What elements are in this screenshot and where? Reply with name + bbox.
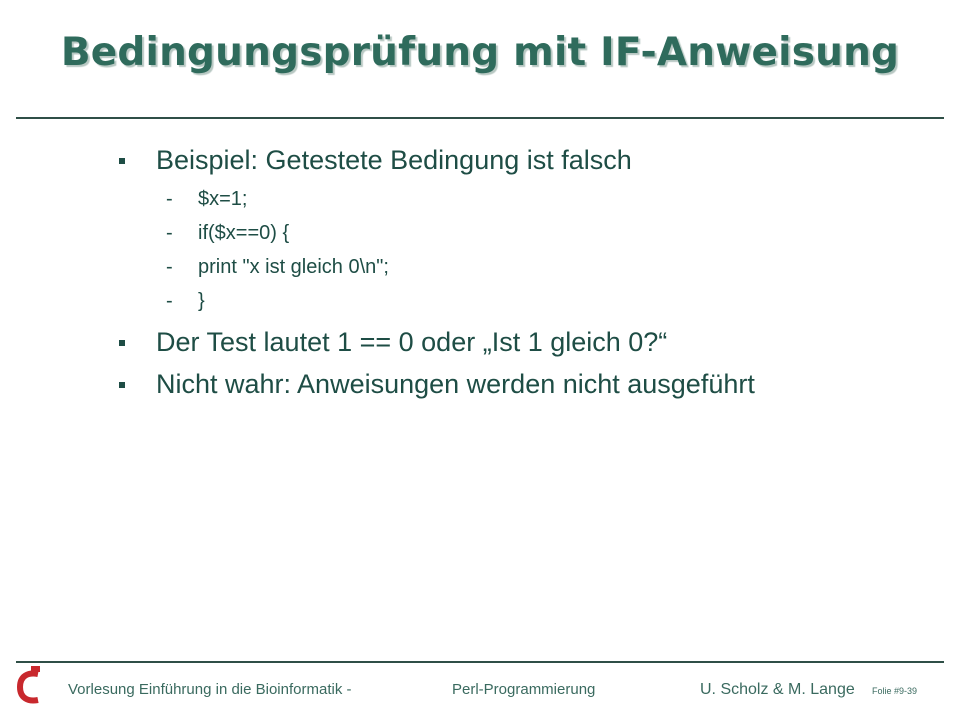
footer-lecture-name: Vorlesung Einführung in die Bioinformatik - — [68, 681, 352, 698]
code-line: if($x==0) { — [198, 222, 290, 244]
square-bullet-icon — [119, 382, 125, 388]
footer-divider — [16, 661, 944, 663]
bullet-item — [118, 368, 898, 400]
dash-bullet-icon: - — [166, 290, 173, 312]
sub-bullet-item — [118, 250, 898, 284]
sub-bullet-item — [118, 182, 898, 216]
sub-bullet-item — [118, 216, 898, 250]
code-line: $x=1; — [198, 188, 248, 210]
sub-bullet-item — [118, 284, 898, 318]
code-example-list — [118, 182, 898, 318]
dash-bullet-icon: - — [166, 188, 173, 210]
title-divider — [16, 117, 944, 119]
footer-slide-number: Folie #9-39 — [872, 686, 918, 696]
red-c-logo-icon — [14, 664, 44, 710]
footer-authors: U. Scholz & M. Lange — [700, 681, 855, 698]
square-bullet-icon — [119, 340, 125, 346]
code-line: print "x ist gleich 0\n"; — [198, 256, 389, 278]
footer-topic: Perl-Programmierung — [452, 681, 596, 698]
code-line: } — [198, 290, 205, 312]
dash-bullet-icon: - — [166, 256, 173, 278]
slide-title: Bedingungsprüfung mit IF-Anweisung — [60, 30, 900, 75]
bullet-text: Nicht wahr: Anweisungen werden nicht ausgeführt — [156, 369, 755, 399]
bullet-text: Beispiel: Getestete Bedingung ist falsch — [156, 145, 632, 175]
slide-content — [118, 140, 898, 400]
dash-bullet-icon: - — [166, 222, 173, 244]
bullet-item — [118, 326, 898, 358]
bullet-text: Der Test lautet 1 == 0 oder „Ist 1 gleich 0?“ — [156, 327, 668, 357]
bullet-item — [118, 144, 898, 176]
square-bullet-icon — [119, 158, 125, 164]
